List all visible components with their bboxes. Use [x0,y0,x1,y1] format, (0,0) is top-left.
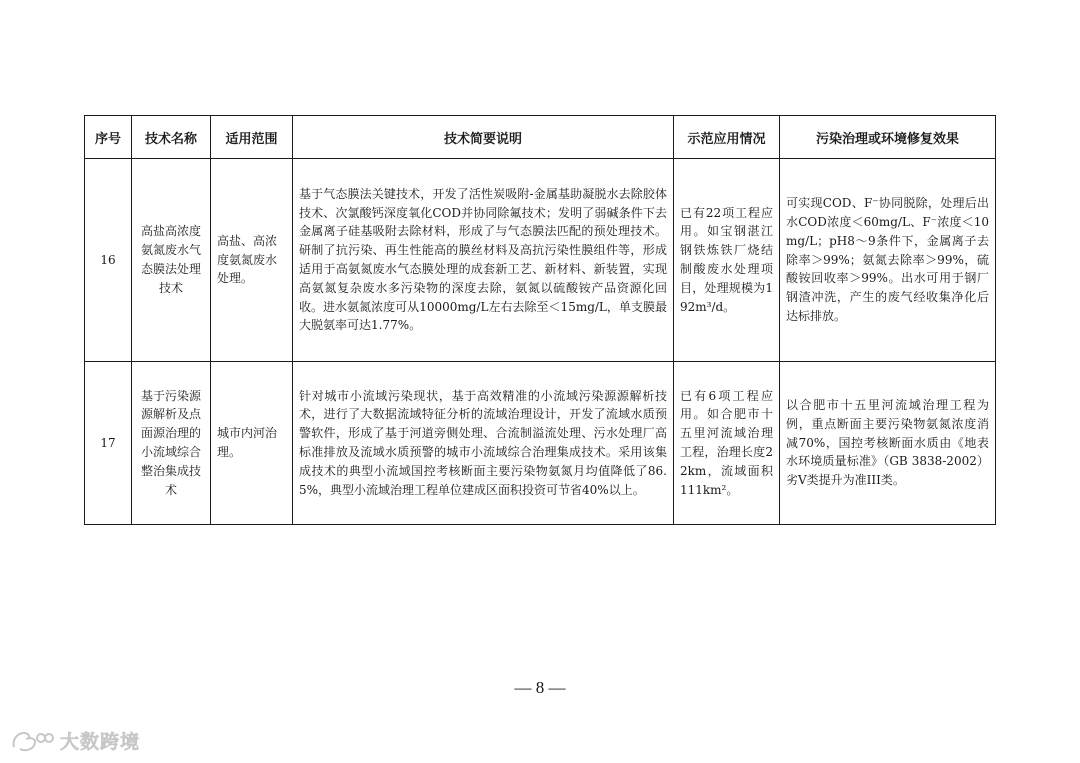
weibo-logo-icon [10,727,54,753]
table-header-row [85,116,996,159]
tech-name: 基于污染源源解析及点面源治理的小流域综合整治集成技术 [132,362,211,525]
scope: 高盐、高浓度氨氮废水处理。 [211,159,293,362]
header-scope: 适用范围 [211,116,293,159]
header-demo-application: 示范应用情况 [674,116,780,159]
page-number: — 8 — [514,678,566,697]
scope: 城市内河治理。 [211,362,293,525]
watermark-text: 大数跨境 [60,730,141,753]
description: 基于气态膜法关键技术，开发了活性炭吸附-金属基助凝脱水去除胶体技术、次氯酸钙深度氧化COD并协同除氟技术；发明了弱碱条件下去金属离子硅基吸附去除材料，形成了与气态膜法匹配的预处理技术。研制了抗污染、再生性能高的膜丝材料及高抗污染性膜组件等，形成适用于高氨氮废水气态膜处理的成套新工艺、新材料、新装置，实现高氨氮复杂废水多污染物的深度去除，氨氮以硫酸铵产品资源化回收。进水氨氮浓度可从10000mg/L左右去除至＜15mg/L，单支膜最大脱氨率可达1.77%。 [293,159,674,362]
effect: 可实现COD、F⁻协同脱除，处理后出水COD浓度＜60mg/L、F⁻浓度＜10mg/L；pH8～9条件下，金属离子去除率＞99%；氨氮去除率＞99%，硫酸铵回收率＞99%。出水可用于钢厂钢渣冲洗，产生的废气经收集净化后达标排放。 [780,159,996,362]
table-row [85,159,996,362]
tech-name: 高盐高浓度氨氮废水气态膜法处理技术 [132,159,211,362]
row-number: 17 [85,362,132,525]
header-effect: 污染治理或环境修复效果 [780,116,996,159]
description: 针对城市小流域污染现状，基于高效精准的小流域污染源源解析技术，进行了大数据流域特征分析的流域治理设计，开发了流域水质预警软件，形成了基于河道旁侧处理、合流制溢流处理、污水处理厂高标准排放及流域水质预警的城市小流域综合治理集成技术。采用该集成技术的典型小流域国控考核断面主要污染物氨氮月均值降低了86.5%，典型小流域治理工程单位建成区面积投资可节省40%以上。 [293,362,674,525]
header-description: 技术简要说明 [293,116,674,159]
technology-table [84,115,996,525]
header-no: 序号 [85,116,132,159]
row-number: 16 [85,159,132,362]
table-row [85,362,996,525]
effect: 以合肥市十五里河流域治理工程为例，重点断面主要污染物氨氮浓度消减70%，国控考核断面水质由《地表水环境质量标准》（GB 3838-2002）劣V类提升为准III类。 [780,362,996,525]
header-tech-name: 技术名称 [132,116,211,159]
watermark [10,726,140,754]
demo-application: 已有6项工程应用。如合肥市十五里河流域治理工程，治理长度22km，流域面积111km²。 [674,362,780,525]
demo-application: 已有22项工程应用。如宝钢湛江钢铁炼铁厂烧结制酸废水处理项目，处理规模为192m³/d。 [674,159,780,362]
